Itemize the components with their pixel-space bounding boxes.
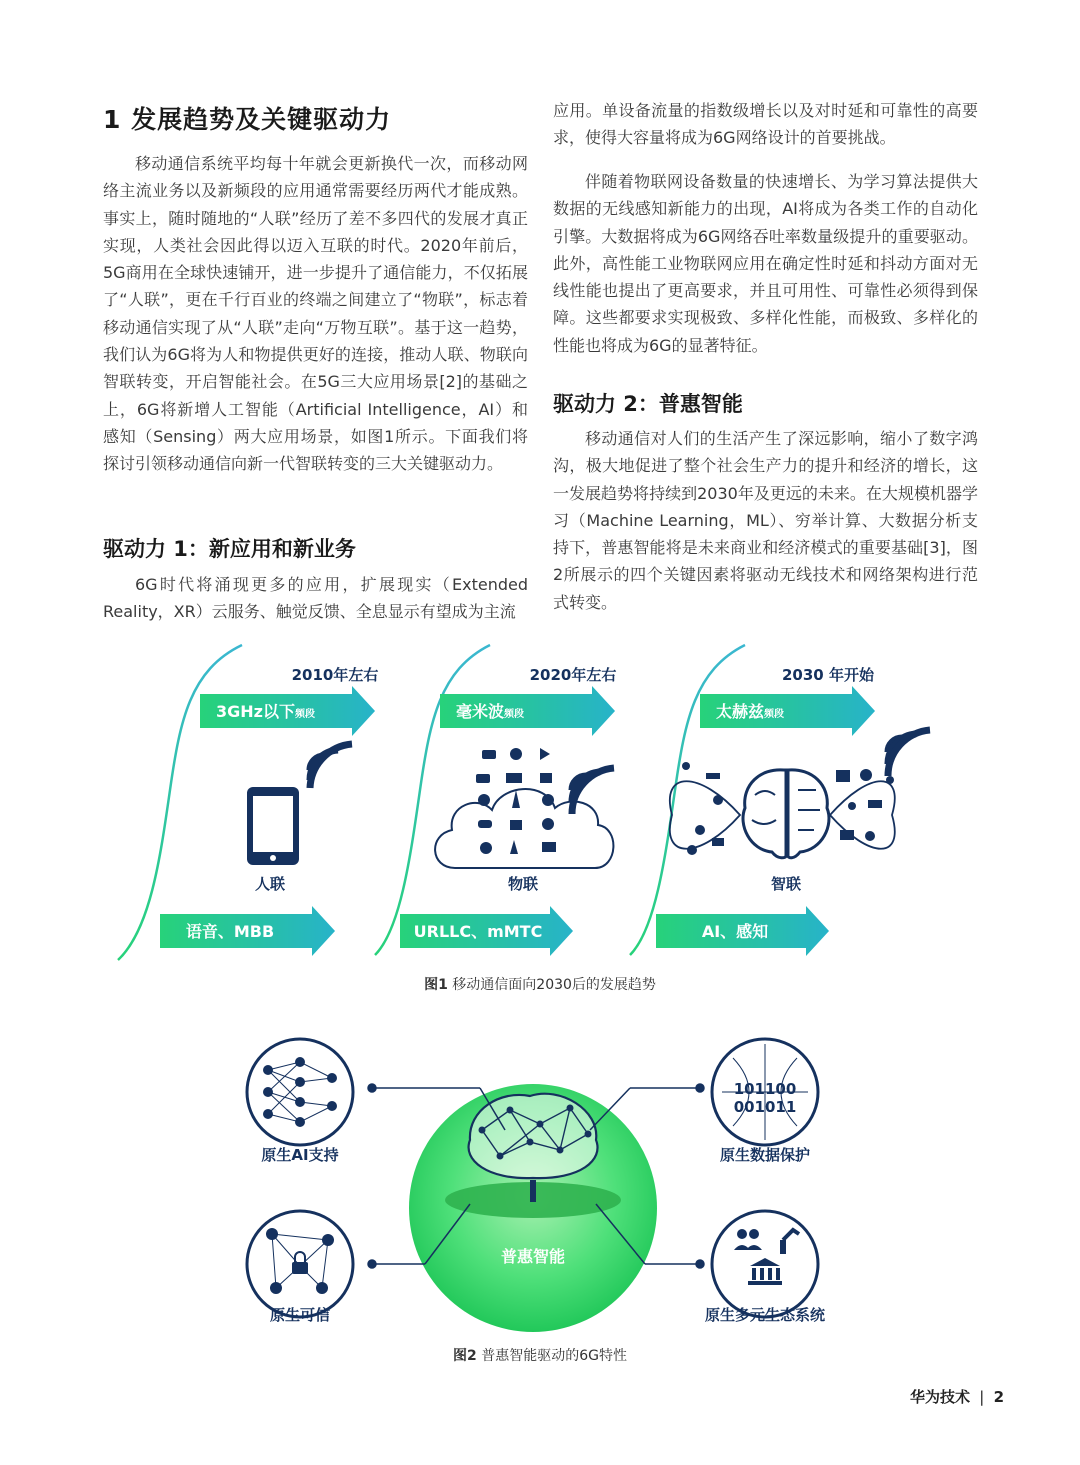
binary-line-2: 001011 [733, 1098, 797, 1116]
era1-label: 人联 [254, 875, 286, 893]
figure1-caption-number: 图1 [424, 977, 448, 993]
cloud-icon [435, 789, 613, 868]
era3-curve [630, 645, 745, 955]
era2-group [375, 645, 616, 956]
era1-band-suffix: 频段 [294, 709, 315, 720]
driver1-title: 驱动力 1：新应用和新业务 [103, 537, 356, 561]
driver1-paragraph-end: 应用。单设备流量的指数级增长以及对时延和可靠性的高要求，使得大容量将成为6G网络设计的首要挑战。 [553, 101, 978, 148]
era3-year: 2030 年开始 [782, 666, 874, 684]
era1-band: 3GHz以下 [216, 702, 295, 721]
binary-line-1: 101100 [733, 1080, 797, 1098]
era3-group [630, 645, 930, 956]
figure2-caption-text: 普惠智能驱动的6G特性 [481, 1348, 627, 1364]
era3-label: 智联 [770, 875, 802, 893]
native-data-protection-label: 原生数据保护 [719, 1146, 811, 1164]
native-ai-label: 原生AI支持 [261, 1146, 339, 1164]
signal-icon [310, 744, 352, 788]
era2-curve [375, 645, 490, 955]
era1-curve [118, 645, 242, 960]
native-data-protection-item [712, 1039, 818, 1164]
driver2-paragraph: 移动通信对人们的生活产生了深远影响，缩小了数字鸿沟，极大地促进了整个社会生产力的提升和经济的增长，这一发展趋势将持续到2030年及更远的未来。在大规模机器学习（Machine Learning，ML）、穷举计算、大数据分析支持下，普惠智能将是未来商业和经济模式的重要基础[3]，图2所展示的四个关键因素将驱动无线技术和网络架构进行范式转变。 [553, 429, 978, 612]
native-trust-label: 原生可信 [269, 1306, 331, 1324]
native-ecosystem-item [705, 1211, 825, 1324]
driver1-paragraph-start: 6G时代将涌现更多的应用，扩展现实（Extended Reality，XR）云服务、触觉反馈、全息显示有望成为主流 [103, 575, 528, 622]
era2-service: URLLC、mMTC [413, 922, 543, 941]
figure2-diagram [0, 1030, 1080, 1340]
era2-label: 物联 [507, 875, 539, 893]
figure1-caption [0, 974, 1080, 994]
era1-service: 语音、MBB [185, 922, 275, 941]
infinity-loop [670, 781, 740, 849]
brain-icon [743, 770, 829, 858]
figure1-diagram [0, 630, 1080, 975]
era2-year: 2020年左右 [529, 666, 617, 684]
era2-band: 毫米波 [456, 702, 505, 721]
native-ecosystem-label: 原生多元生态系统 [704, 1306, 826, 1324]
section-title: 1 发展趋势及关键驱动力 [103, 105, 392, 134]
neural-network-icon [247, 1039, 353, 1145]
figure1-caption-text: 移动通信面向2030后的发展趋势 [452, 977, 656, 993]
figure2-caption-number: 图2 [453, 1348, 477, 1364]
native-ai-item [247, 1039, 353, 1164]
driver2-title: 驱动力 2：普惠智能 [553, 392, 743, 416]
era1-year: 2010年左右 [291, 666, 379, 684]
era3-band: 太赫兹 [716, 702, 765, 721]
center-label: 普惠智能 [500, 1247, 566, 1266]
intro-paragraph: 移动通信系统平均每十年就会更新换代一次，而移动网络主流业务以及新频段的应用通常需要经历两代才能成熟。事实上，随时随地的“人联”经历了差不多四代的发展才真正实现，人类社会因此得以迈入互联的时代。2020年前后，5G商用在全球快速铺开，进一步提升了通信能力，不仅拓展了“人联”，更在千行百业的终端之间建立了“物联”，标志着移动通信实现了从“人联”走向“万物互联”。基于这一趋势，我们认为6G将为人和物提供更好的连接，推动人联、物联向智联转变，开启智能社会。在5G三大应用场景[2]的基础之上，6G将新增人工智能（Artificial Intelligence，AI）和感知（Sensing）两大应用场景，如图1所示。下面我们将探讨引领移动通信向新一代智联转变的三大关键驱动力。 [103, 154, 528, 474]
driver1-paragraph-2: 伴随着物联网设备数量的快速增长、为学习算法提供大数据的无线感知新能力的出现，AI将成为各类工作的自动化引擎。大数据将成为6G网络吞吐率数量级提升的重要驱动。此外，高性能工业物联网应用在确定性时延和抖动方面对无线性能也提出了更高要求，并且可用性、可靠性必须得到保障。这些都要求实现极致、多样化性能，而极致、多样化的性能也将成为6G的显著特征。 [553, 172, 978, 355]
era3-band-suffix: 频段 [764, 709, 785, 720]
figure2-caption [0, 1345, 1080, 1365]
era1-group [118, 645, 378, 960]
page-footer [910, 1386, 1004, 1407]
signal-icon [888, 730, 930, 776]
page-number: 2 [993, 1388, 1004, 1406]
footer-brand: 华为技术 [910, 1388, 971, 1406]
native-trust-item [247, 1211, 353, 1324]
era3-service: AI、感知 [701, 922, 769, 941]
footer-separator: | [979, 1388, 985, 1406]
era2-band-suffix: 频段 [504, 709, 525, 720]
